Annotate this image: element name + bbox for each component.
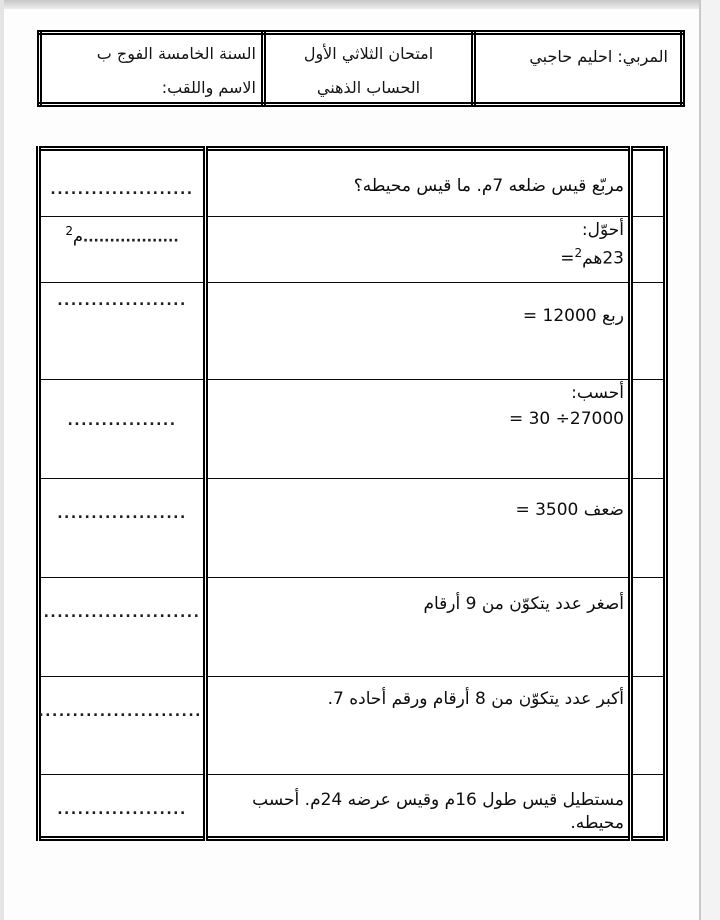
exam-subject: الحساب الذهني bbox=[316, 77, 421, 97]
answer-cell bbox=[39, 149, 206, 217]
answer-cell bbox=[39, 578, 206, 677]
question-text: ضعف 3500 = bbox=[515, 500, 624, 520]
question-row bbox=[39, 775, 666, 839]
question-text: مستطيل قيس طول 16م وقيس عرضه 24م. أحسب محيطه. bbox=[252, 790, 624, 833]
question-text: أحسب: bbox=[571, 383, 624, 403]
answer-unit-exponent: 2 bbox=[65, 224, 73, 238]
question-text: ربع 12000 = bbox=[522, 306, 624, 326]
question-row bbox=[39, 479, 666, 578]
row-number-cell bbox=[631, 479, 666, 578]
page-top-edge bbox=[0, 0, 720, 9]
header-row bbox=[40, 33, 683, 105]
question-row bbox=[39, 149, 666, 217]
answer-dots: ....................... bbox=[43, 605, 201, 621]
question-cell bbox=[206, 677, 631, 775]
row-number-cell bbox=[631, 380, 666, 479]
row-number-cell bbox=[631, 217, 666, 283]
answer-cell bbox=[39, 677, 206, 775]
question-expression: 27000÷ 30 = bbox=[508, 408, 624, 429]
teacher-label: المربي: احليم حاجبي bbox=[529, 47, 668, 66]
row-number-cell bbox=[631, 283, 666, 380]
question-cell bbox=[206, 380, 631, 479]
row-number-cell bbox=[631, 775, 666, 839]
question-row bbox=[39, 578, 666, 677]
page-right-edge-strip bbox=[701, 0, 720, 920]
class-year-label: السنة الخامسة الفوج ب bbox=[96, 44, 256, 63]
question-text: أصغر عدد يتكوّن من 9 أرقام bbox=[423, 594, 624, 614]
question-text: أحوّل: bbox=[581, 220, 624, 240]
student-name-label: الاسم واللقب: bbox=[161, 77, 256, 97]
question-text: مربّع قيس ضلعه 7م. ما قيس محيطه؟ bbox=[353, 176, 624, 196]
question-cell bbox=[206, 578, 631, 677]
answer-dots: ................... bbox=[57, 506, 187, 522]
teacher-cell bbox=[474, 33, 683, 105]
answer-cell bbox=[39, 217, 206, 283]
unit-exponent: 2 bbox=[574, 245, 583, 260]
question-cell bbox=[206, 149, 631, 217]
header-table bbox=[37, 30, 685, 107]
question-cell bbox=[206, 775, 631, 839]
question-row bbox=[39, 283, 666, 380]
answer-dots: ................... bbox=[57, 293, 187, 309]
question-cell bbox=[206, 479, 631, 578]
answer-cell bbox=[39, 380, 206, 479]
question-text: أكبر عدد يتكوّن من 8 أرقام ورقم أحاده 7. bbox=[327, 689, 624, 709]
question-row bbox=[39, 217, 666, 283]
page-left-edge bbox=[0, 0, 4, 920]
question-row bbox=[39, 380, 666, 479]
question-cell bbox=[206, 283, 631, 380]
question-cell bbox=[206, 217, 631, 283]
question-expression: 23هم$^2$= bbox=[560, 245, 624, 269]
answer-dots: ..................... bbox=[50, 182, 194, 198]
exam-title-cell bbox=[264, 33, 474, 105]
answer-dots: ................... bbox=[57, 802, 187, 818]
row-number-cell bbox=[631, 578, 666, 677]
answer-dots: .................. bbox=[82, 229, 179, 246]
class-cell bbox=[40, 33, 264, 105]
question-row bbox=[39, 677, 666, 775]
answer-cell bbox=[39, 775, 206, 839]
answer-dots: ................ bbox=[67, 413, 177, 429]
exam-title: امتحان الثلاثي الأول bbox=[303, 44, 434, 63]
row-number-cell bbox=[631, 677, 666, 775]
questions-table bbox=[36, 146, 668, 841]
answer-cell bbox=[39, 283, 206, 380]
row-number-cell bbox=[631, 149, 666, 217]
answer-dots: ........................ bbox=[38, 704, 202, 720]
answer-cell bbox=[39, 479, 206, 578]
answer-unit: م bbox=[73, 226, 83, 246]
